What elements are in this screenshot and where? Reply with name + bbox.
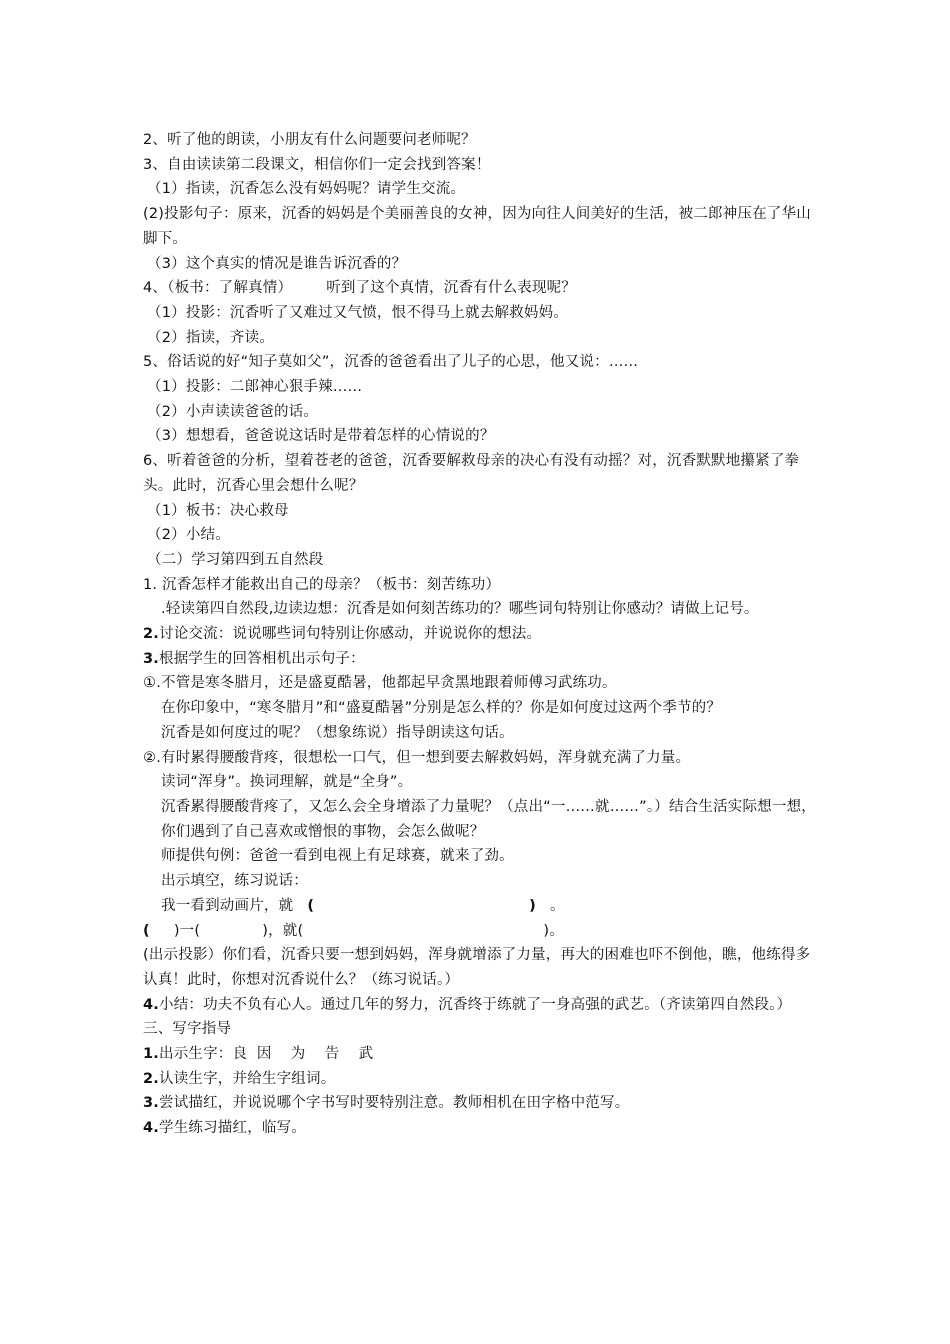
text-paragraph: 沉香累得腰酸背疼了，又怎么会全身增添了力量呢？（点出“一……就……”。）结合生活实际想一想，你们遇到了自己喜欢或憎恨的事物，会怎么做呢？ — [161, 798, 816, 840]
board-note: 4、（板书：了解真情） — [143, 280, 293, 297]
item-text: 学生练习描红，临写。 — [159, 1120, 306, 1137]
blank-open: ( — [307, 897, 315, 914]
fill-blank-line — [143, 894, 823, 919]
item-number: 3. — [143, 1095, 159, 1112]
text-line: 读词“浑身”。换词理解，就是“全身”。 — [161, 774, 413, 791]
text-line: （3）想想看，爸爸说这话时是带着怎样的心情说的？ — [147, 428, 495, 445]
text-line — [143, 647, 823, 672]
item-text: 认读生字，并给生字组词。 — [159, 1070, 336, 1087]
text-paragraph: 在你印象中，“寒冬腊月”和“盛夏酷暑”分别是怎么样的？你是如何度过这两个季节的？ — [161, 700, 722, 717]
prompt-text: 我一看到动画片，就 — [161, 897, 294, 914]
text-line — [143, 276, 823, 301]
item-text: 根据学生的回答相机出示句子： — [159, 650, 365, 667]
text-paragraph: (出示投影）你们看，沉香只要一想到妈妈，浑身就增添了力量，再大的困难也吓不倒他，瞧，他练得多认真！此时，你想对沉香说什么？（练习说话。） — [143, 947, 811, 988]
text-line: （1）投影：沉香听了又难过又气愤，恨不得马上就去解救妈妈。 — [147, 304, 569, 321]
text-line: ②.有时累得腰酸背疼，很想松一口气，但一想到要去解救妈妈，浑身就充满了力量。 — [143, 749, 691, 766]
text-line: 2、听了他的朗读，小朋友有什么问题要问老师呢？ — [143, 132, 476, 148]
text-line — [143, 622, 823, 647]
text-line: 师提供句例：爸爸一看到电视上有足球赛，就来了劲。 — [161, 848, 514, 865]
item-text: 尝试描红，并说说哪个字书写时要特别注意。教师相机在田字格中范写。 — [159, 1095, 630, 1112]
blank-segment: )一( — [173, 922, 201, 939]
text-line — [143, 1067, 823, 1092]
text-line: 沉香是如何度过的呢？（想象练说）指导朗读这句话。 — [161, 724, 514, 741]
item-number: 2. — [143, 1070, 159, 1087]
item-number: 2. — [143, 626, 159, 643]
item-text: 出示生字：良 因 为 告 武 — [159, 1046, 374, 1063]
lesson-plan-body — [143, 128, 823, 1141]
text-line: （2）小声读读爸爸的话。 — [147, 403, 319, 420]
text-line: 5、俗话说的好“知子莫如父”，沉香的爸爸看出了儿子的心思，他又说：…… — [143, 354, 639, 371]
blank-open: ( — [143, 922, 150, 939]
text-paragraph: .轻读第四自然段,边读边想：沉香是如何刻苦练功的？哪些词句特别让你感动？请做上记号。 — [161, 601, 759, 618]
text-line: （3）这个真实的情况是谁告诉沉香的？ — [147, 255, 407, 272]
fill-blank-line — [143, 919, 823, 944]
text-line: （2）小结。 — [147, 527, 230, 544]
text-line: （2）指读，齐读。 — [147, 329, 275, 346]
item-number: 4. — [143, 996, 159, 1013]
text-line: ①.不管是寒冬腊月，还是盛夏酷暑，他都起早贪黑地跟着师傅习武练功。 — [143, 675, 617, 692]
text-line — [143, 1091, 823, 1116]
section-heading: 三、写字指导 — [143, 1021, 232, 1038]
item-number: 1. — [143, 1046, 159, 1063]
text-line: 出示填空，练习说话： — [161, 873, 308, 890]
text-line — [143, 1116, 823, 1141]
blank-segment: )。 — [543, 922, 564, 939]
punctuation: 。 — [549, 897, 565, 914]
text-line: 3、自由读读第二段课文，相信你们一定会找到答案！ — [143, 156, 491, 173]
section-heading: （二）学习第四到五自然段 — [147, 551, 324, 568]
text-paragraph: (2)投影句子：原来，沉香的妈妈是个美丽善良的女神，因为向往人间美好的生活，被二郎神压在了华山脚下。 — [143, 206, 811, 247]
blank-segment: )，就( — [262, 922, 304, 939]
text-line — [143, 1042, 823, 1067]
item-text: 小结：功夫不负有心人。通过几年的努力，沉香终于练就了一身高强的武艺。（齐读第四自然段。） — [159, 996, 792, 1013]
question-text: 听到了这个真情，沉香有什么表现呢？ — [326, 280, 577, 297]
text-line: （1）板书：决心救母 — [147, 502, 289, 519]
item-number: 3. — [143, 650, 159, 667]
text-paragraph: 6、听着爸爸的分析，望着苍老的爸爸，沉香要解救母亲的决心有没有动摇？对，沉香默默地攥紧了拳头。此时，沉香心里会想什么呢？ — [143, 453, 800, 494]
item-number: 4. — [143, 1120, 159, 1137]
text-line: 1. 沉香怎样才能救出自己的母亲？（板书：刻苦练功） — [143, 576, 501, 593]
text-paragraph — [143, 993, 823, 1018]
blank-close: ) — [529, 897, 536, 914]
text-line: （1）投影：二郎神心狠手辣…… — [147, 379, 363, 396]
item-text: 讨论交流：说说哪些词句特别让你感动，并说说你的想法。 — [159, 626, 542, 643]
text-line: （1）指读，沉香怎么没有妈妈呢？请学生交流。 — [147, 181, 466, 198]
